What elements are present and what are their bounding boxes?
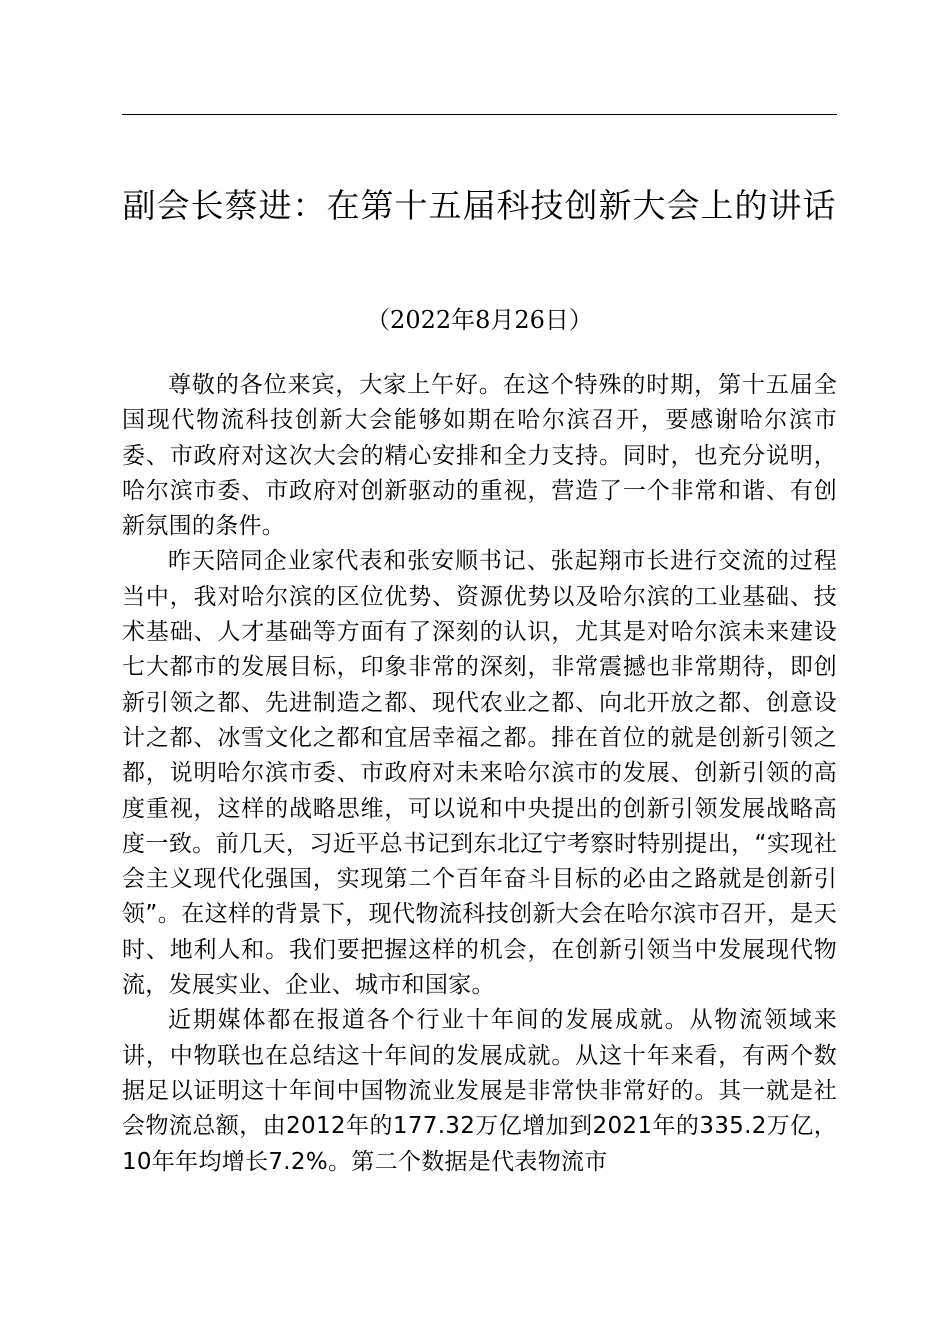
speech-date: （2022年8月26日） [366, 306, 593, 334]
paragraph-1: 尊敬的各位来宾，大家上午好。在这个特殊的时期，第十五届全国现代物流科技创新大会能够如期在哈尔滨召开，要感谢哈尔滨市委、市政府对这次大会的精心安排和全力支持。同时，也充分说明，哈尔滨市委、市政府对创新驱动的重视，营造了一个非常和谐、有创新氛围的条件。 [122, 372, 837, 540]
paragraph-3: 近期媒体都在报道各个行业十年间的发展成就。从物流领域来讲，中物联也在总结这十年间的发展成就。从这十年来看，有两个数据足以证明这十年间中国物流业发展是非常快非常好的。其一就是社会物流总额，由2012年的177.32万亿增加到2021年的335.2万亿，10年年均增长7.2%。第二个数据是代表物流市 [122, 1007, 837, 1175]
header-rule [122, 114, 837, 115]
document-title: 副会长蔡进：在第十五届科技创新大会上的讲话 [122, 186, 837, 225]
document-body [122, 368, 837, 1180]
paragraph-2: 昨天陪同企业家代表和张安顺书记、张起翔市长进行交流的过程当中，我对哈尔滨的区位优势、资源优势以及哈尔滨的工业基础、技术基础、人才基础等方面有了深刻的认识，尤其是对哈尔滨未来建设七大都市的发展目标，印象非常的深刻，非常震撼也非常期待，即创新引领之都、先进制造之都、现代农业之都、向北开放之都、创意设计之都、冰雪文化之都和宜居幸福之都。排在首位的就是创新引领之都，说明哈尔滨市委、市政府对未来哈尔滨市的发展、创新引领的高度重视，这样的战略思维，可以说和中央提出的创新引领发展战略高度一致。前几天，习近平总书记到东北辽宁考察时特别提出，“实现社会主义现代化强国，实现第二个百年奋斗目标的必由之路就是创新引领”。在这样的背景下，现代物流科技创新大会在哈尔滨市召开，是天时、地利人和。我们要把握这样的机会，在创新引领当中发展现代物流，发展实业、企业、城市和国家。 [122, 548, 837, 999]
